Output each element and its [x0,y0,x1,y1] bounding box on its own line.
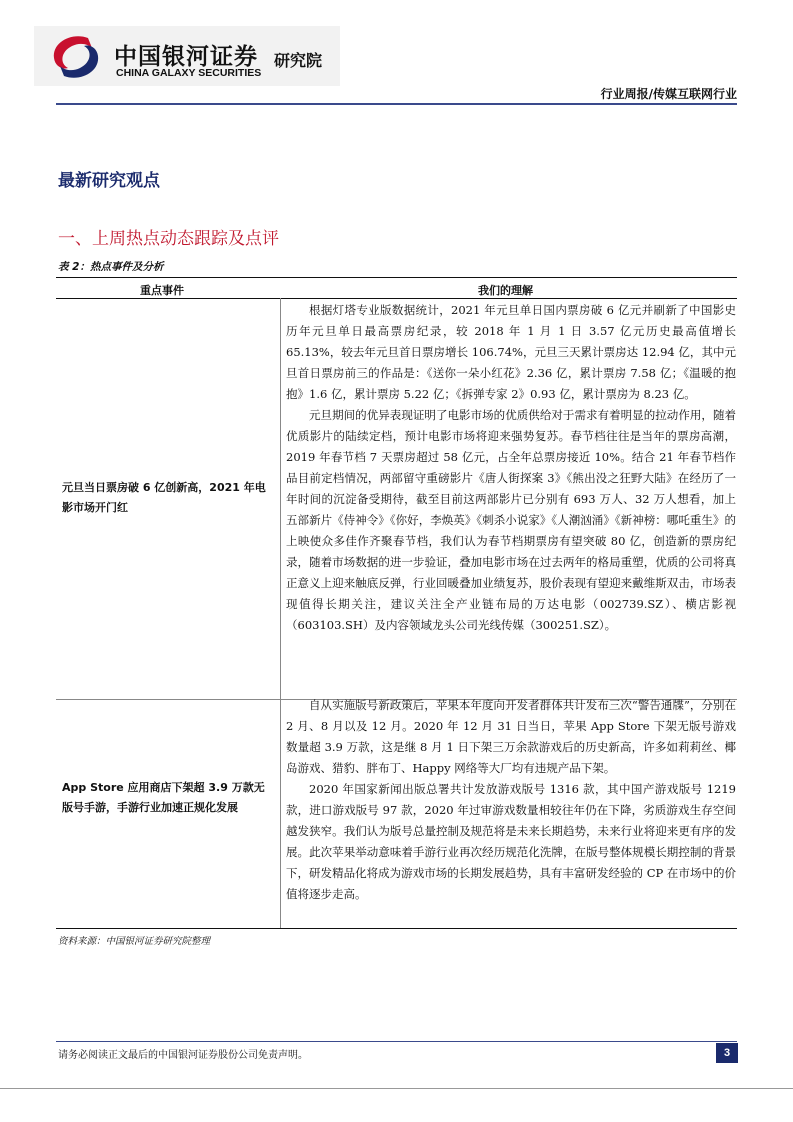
analysis-cell-app-store [286,695,736,905]
event-cell-app-store: App Store 应用商店下架超 3.9 万款无版号手游，手游行业加速正规化发展 [62,781,265,814]
table-header-rule [56,298,737,299]
logo-institute: 研究院 [274,51,323,70]
footer-divider [56,1041,737,1042]
analysis-cell-box-office [286,300,736,636]
event-cell-box-office: 元旦当日票房破 6 亿创新高，2021 年电影市场开门红 [62,481,266,514]
report-type: 行业周报/传媒互联网行业 [600,87,737,101]
table-bottom-rule [56,928,737,929]
section-title: 最新研究观点 [58,171,160,191]
table-source-note: 资料来源：中国银河证券研究院整理 [58,936,211,947]
logo-chinese-name: 中国银河证券 [114,44,258,70]
header-divider [56,103,737,105]
company-logo [34,26,340,86]
table-caption: 表 2：热点事件及分析 [58,261,164,273]
column-header-analysis: 我们的理解 [478,284,533,297]
subsection-title: 一、上周热点动态跟踪及点评 [58,229,279,249]
footer-disclaimer: 请务必阅读正文最后的中国银河证券股份公司免责声明。 [58,1050,308,1061]
galaxy-swirl-logo-icon [44,32,108,82]
analysis-paragraph: 自从实施版号新政策后，苹果本年度向开发者群体共计发布三次“警告通牒”，分别在 2 月、8 月以及 12 月。2020 年 12 月 31 日当日，苹果 App Store 下架无版号游戏数量超 3.9 万款，这是继 8 月 1 日下架三万余款游戏后的历史新高，许多如莉莉丝、椰岛游戏、猎豹、胖布丁、Happy 网络等大厂均有违规产品下架。 [286,698,736,775]
analysis-paragraph: 2020 年国家新闻出版总署共计发放游戏版号 1316 款，其中国产游戏版号 1219 款，进口游戏版号 97 款，2020 年过审游戏数量相较往年仍在下降，劣质游戏生存空间越发狭窄。我们认为版号总量控制及规范将是未来长期趋势，未来行业将迎来更有序的发展。此次苹果举动意味着手游行业再次经历规范化洗牌，在版号整体规模长期控制的背景下，研发精品化将成为游戏市场的长期发展趋势，具有丰富研发经验的 CP 在市场中的价值将逐步走高。 [286,782,736,901]
analysis-paragraph: 元旦期间的优异表现证明了电影市场的优质供给对于需求有着明显的拉动作用，随着优质影片的陆续定档，预计电影市场将迎来强势复苏。春节档往往是当年的票房高潮，2019 年春节档 7 天票房超过 58 亿元，占全年总票房接近 10%。结合 21 年春节档作品目前定档情况，两部留守重磅影片《唐人街探案 3》《熊出没之狂野大陆》在经历了一年时间的沉淀备受期待，截至目前这两部影片已分别有 693 万人、32 万人想看，加上五部新片《侍神令》《你好，李焕英》《刺杀小说家》《人潮汹涌》《新神榜：哪吒重生》的上映使众多佳作齐聚春节档，我们认为春节档期票房有望突破 80 亿，创造新的票房纪录，随着市场数据的进一步验证，叠加电影市场在过去两年的格局重塑，优质的公司将真正意义上迎来触底反弹，行业回暖叠加业绩复苏，股价表现有望迎来戴维斯双击，市场表现值得长期关注，建议关注全产业链布局的万达电影（002739.SZ）、横店影视（603103.SH）及内容领域龙头公司光线传媒（300251.SZ）。 [286,408,736,632]
column-header-event: 重点事件 [140,284,184,297]
page-bottom-rule [0,1088,793,1089]
analysis-paragraph: 根据灯塔专业版数据统计，2021 年元旦单日国内票房破 6 亿元并刷新了中国影史历年元旦单日最高票房纪录，较 2018 年 1 月 1 日 3.57 亿元历史最高值增长 65.13%，较去年元旦首日票房增长 106.74%，元旦三天累计票房达 12.94 亿，其中元旦首日票房前三的作品是：《送你一朵小红花》2.36 亿，累计票房 7.58 亿；《温暖的抱抱》1.6 亿，累计票房 5.22 亿；《拆弹专家 2》0.93 亿，累计票房为 8.23 亿。 [286,303,736,401]
table-column-divider [280,298,281,928]
table-top-rule [56,277,737,278]
logo-english-name: CHINA GALAXY SECURITIES [116,67,262,79]
page-number: 3 [716,1043,738,1063]
